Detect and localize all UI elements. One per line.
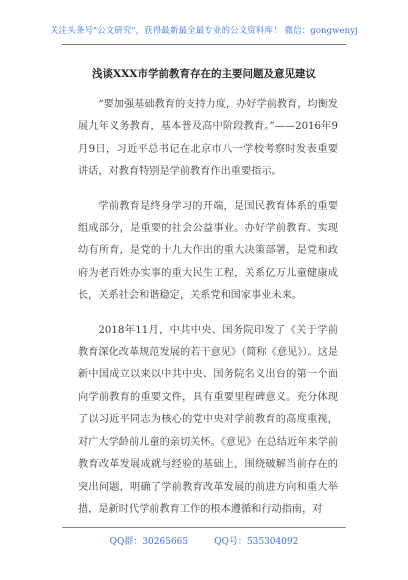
footer-qq-group: QQ群：30265665 xyxy=(109,537,189,547)
document-title: 浅谈XXX市学前教育存在的主要问题及意见建议 xyxy=(92,68,316,80)
paragraph-3: 2018年11月，中共中央、国务院印发了《关于学前教育深化改革规范发展的若干意见》（简称《意见》）。这是新中国成立以来以中共中央、国务院名义出台的第一个面向学前教育的重要文件，具有重要里程碑意义。充分体现了以习近平同志为核心的党中央对学前教育的高度重视，对广大学龄前儿童的亲切关怀。《意见》在总结近年来学前教育改革发展成就与经验的基础上，围绕破解当前存在的突出问题，明确了学前教育改革发展的前进方向和重大举措，是新时代学前教育工作的根本遵循和行动指南，对 xyxy=(78,324,338,515)
header-banner: 关注头条号"公文研究"，获得最新最全最专业的公文资料库！ 微信：gongwenyj xyxy=(50,26,358,36)
document-body xyxy=(78,94,338,533)
paragraph-2: 学前教育是终身学习的开端，是国民教育体系的重要组成部分，是重要的社会公益事业。办好学前教育、实现幼有所育，是党的十九大作出的重大决策部署，是党和政府为老百姓办实事的重大民生工程，关系亿万儿童健康成长，关系社会和谐稳定，关系党和国家事业未来。 xyxy=(78,200,338,302)
footer-qq-number: QQ号：535304092 xyxy=(214,537,299,547)
footer xyxy=(0,534,408,547)
paragraph-1: “要加强基础教育的支持力度，办好学前教育，均衡发展九年义务教育，基本普及高中阶段教育。”——2016年9月9日，习近平总书记在北京市八一学校考察时发表重要讲话，对教育特别是学前教育作出重要指示。 xyxy=(78,99,338,178)
header-divider xyxy=(62,44,346,45)
footer-divider xyxy=(62,527,346,528)
